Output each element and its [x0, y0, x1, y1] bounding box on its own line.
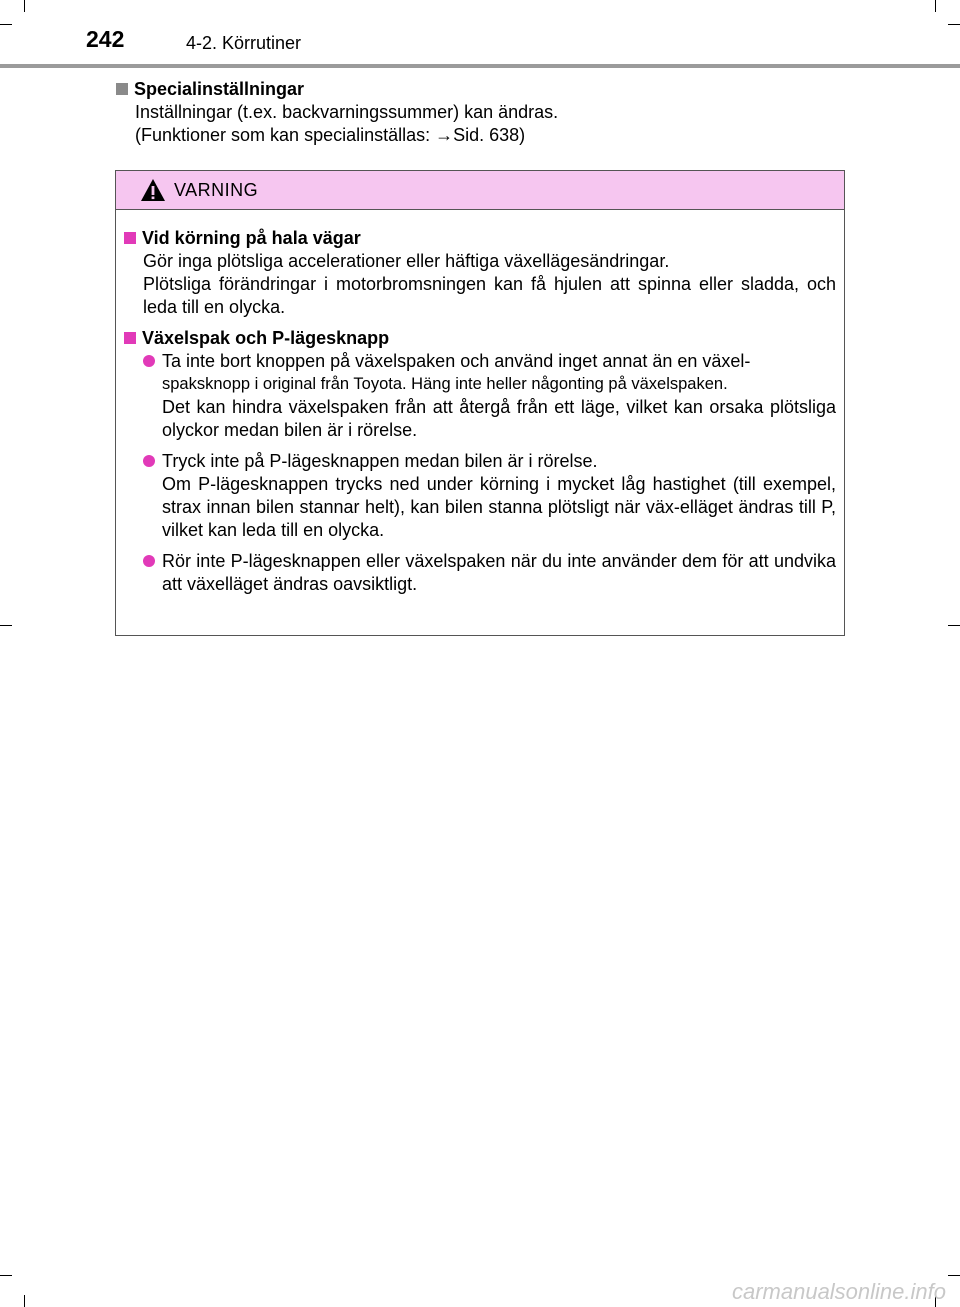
warning-body: [116, 210, 844, 596]
section-title-text: Vid körning på hala vägar: [142, 228, 361, 248]
warning-section-title: [124, 327, 836, 350]
bullet-text: Det kan hindra växelspaken från att återgå från ett läge, vilket kan orsaka plötsliga olyckor medan bilen är i rörelse.: [162, 397, 836, 440]
bullet-text: Tryck inte på P-lägesknappen medan bilen är i rörelse.: [162, 451, 598, 471]
crop-mark: [24, 1295, 25, 1307]
intro-body-2: (Funktioner som kan specialinställas: →Sid. 638): [135, 125, 526, 145]
warning-bullet: [124, 550, 836, 596]
crop-mark: [948, 1275, 960, 1276]
header-divider: [0, 64, 960, 68]
section-title: 4-2. Körrutiner: [186, 33, 302, 53]
warning-text: Gör inga plötsliga accelerationer eller häftiga växellägesändringar.: [143, 251, 670, 271]
gray-square-icon: [116, 83, 128, 95]
warning-section-title: [124, 227, 836, 250]
watermark: carmanualsonline.info: [731, 1279, 946, 1304]
section-title-text: Växelspak och P-lägesknapp: [142, 328, 390, 348]
crop-mark: [0, 1275, 12, 1276]
warning-header: [116, 171, 844, 210]
bullet-text: Om P-lägesknappen trycks ned under körning i mycket låg hastighet (till exempel, strax innan bilen stannar helt), kan bilen stanna plötsligt när väx-elläget ändras till P, vilket kan leda till en olycka.: [162, 474, 836, 540]
bullet-text: Ta inte bort knoppen på växelspaken och använd inget annat än en växel-: [162, 351, 751, 371]
bullet-text: Rör inte P-lägesknappen eller växelspaken när du inte använder dem för att undvika att växelläget ändras oavsiktligt.: [162, 551, 836, 594]
intro-block: [116, 78, 856, 147]
bullet-dot-icon: [143, 555, 155, 567]
magenta-square-icon: [124, 332, 136, 344]
magenta-square-icon: [124, 232, 136, 244]
warning-bullet: [124, 450, 836, 542]
bullet-text: spaksknopp i original från Toyota. Häng inte heller någonting på växelspaken.: [162, 375, 728, 393]
bullet-dot-icon: [143, 355, 155, 367]
crop-mark: [948, 625, 960, 626]
bullet-dot-icon: [143, 455, 155, 467]
warning-box: [115, 170, 845, 636]
warning-label: VARNING: [174, 180, 259, 200]
intro-heading: [116, 78, 856, 101]
page-number: 242: [86, 26, 125, 52]
page-header: [0, 0, 960, 68]
intro-title-text: Specialinställningar: [134, 79, 305, 99]
crop-mark: [0, 625, 12, 626]
warning-triangle-icon: [140, 178, 166, 207]
intro-body-1: Inställningar (t.ex. backvarningssummer) kan ändras.: [135, 102, 559, 122]
warning-bullet: [124, 350, 836, 442]
warning-text: Plötsliga förändringar i motorbromsningen kan få hjulen att spinna eller sladda, och leda till en olycka.: [143, 274, 836, 317]
